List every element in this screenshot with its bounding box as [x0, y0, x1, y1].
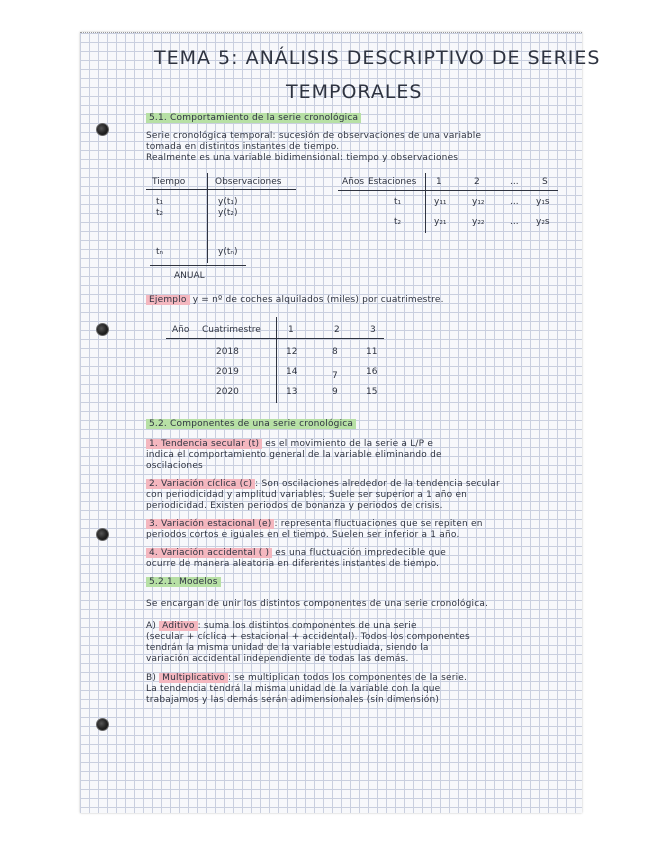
table-header: 3: [370, 325, 376, 335]
text-line: variación accidental independiente de todas las demás.: [146, 654, 409, 664]
table-header: 2: [474, 177, 480, 187]
table-cell: 2018: [216, 347, 239, 357]
table-header: Observaciones: [215, 177, 282, 187]
component-item: 4. Variación accidental ( ) es una fluctuación impredecible que: [146, 548, 446, 559]
page-title-line2: TEMPORALES: [286, 81, 423, 103]
table-cell: 13: [286, 387, 298, 397]
section-5-2-1-heading: 5.2.1. Modelos: [146, 577, 221, 588]
table-cell: 2019: [216, 367, 239, 377]
page-title-line1: TEMA 5: ANÁLISIS DESCRIPTIVO DE SERIES: [154, 47, 601, 69]
brace-rule: [150, 265, 246, 266]
table-header: 2: [334, 325, 340, 335]
table-rule: [276, 317, 277, 403]
table-cell: 2020: [216, 387, 239, 397]
table-rule: [166, 338, 384, 339]
component-label: 2. Variación cíclica (c): [146, 479, 255, 489]
table-header: ...: [510, 177, 519, 187]
table-rule: [425, 173, 426, 233]
table-rule: [146, 189, 296, 190]
example-label: Ejemplo: [146, 295, 190, 305]
table-cell: 12: [286, 347, 298, 357]
table-cell: ...: [510, 217, 519, 227]
model-multiplicative: B) Multiplicativo : se multiplican todos los componentes de la serie.: [146, 673, 468, 683]
table-cell: 8: [332, 347, 338, 357]
table-cell: ...: [510, 197, 519, 207]
table-cell: y₂₂: [472, 217, 485, 227]
text-line: tendrán la misma unidad de la variable estudiada, siendo la: [146, 643, 429, 653]
text-line: Serie cronológica temporal: sucesión de observaciones de una variable: [146, 131, 482, 141]
punch-hole: [96, 528, 109, 541]
brace-label: ANUAL: [174, 271, 205, 281]
table-header: Tiempo: [152, 177, 186, 187]
table-cell: y(tₙ): [218, 247, 238, 257]
table-cell: t₁: [394, 197, 402, 207]
table-cell: y₁s: [536, 197, 550, 207]
text-line: trabajamos y las demás serán adimensionales (sin dimensión): [146, 695, 440, 705]
text-line: Realmente es una variable bidimensional: tiempo y observaciones: [146, 153, 459, 163]
model-additive: A) Aditivo : suma los distintos componentes de una serie: [146, 621, 417, 631]
component-label: 3. Variación estacional (e): [146, 519, 274, 529]
punch-hole: [96, 718, 109, 731]
component-item: 1. Tendencia secular (t) es el movimiento de la serie a L/P e: [146, 439, 433, 450]
table-cell: y₂₁: [434, 217, 447, 227]
text-line: oscilaciones: [146, 461, 203, 471]
example-line: [146, 295, 444, 306]
table-cell: y(t₁): [218, 197, 238, 207]
table-cell: t₁: [156, 197, 164, 207]
table-cell: 7: [332, 371, 338, 381]
component-label: 1. Tendencia secular (t): [146, 439, 262, 449]
punch-hole: [96, 123, 109, 136]
notebook-page: [80, 32, 601, 813]
table-cell: 9: [332, 387, 338, 397]
table-cell: t₂: [156, 208, 164, 218]
component-label: 4. Variación accidental ( ): [146, 548, 272, 558]
table-cell: t₂: [394, 217, 402, 227]
table-header: Años: [342, 177, 365, 187]
section-5-1-heading: 5.1. Comportamiento de la serie cronológica: [146, 113, 361, 124]
text-line: (secular + cíclica + estacional + accidental). Todos los componentes: [146, 632, 470, 642]
table-header: Estaciones: [368, 177, 417, 187]
table-cell: 14: [286, 367, 298, 377]
example-text: y = nº de coches alquilados (miles) por cuatrimestre.: [192, 295, 444, 305]
text-line: periodos cortos e iguales en el tiempo. Suelen ser inferior a 1 año.: [146, 530, 460, 540]
component-item: 3. Variación estacional (e) : representa fluctuaciones que se repiten en: [146, 519, 483, 530]
table-rule: [338, 190, 558, 191]
table-cell: 11: [366, 347, 378, 357]
component-item: 2. Variación cíclica (c) : Son oscilaciones alrededor de la tendencia secular: [146, 479, 500, 490]
model-label: Aditivo: [159, 621, 197, 631]
text-line: con periodicidad y amplitud variables. Suele ser superior a 1 año en: [146, 490, 468, 500]
table-cell: y(t₂): [218, 208, 238, 218]
table-header: Cuatrimestre: [202, 325, 261, 335]
table-header: 1: [436, 177, 442, 187]
text-line: indica el comportamiento general de la variable eliminando de: [146, 450, 442, 460]
text-line: ocurre de manera aleatoria en diferentes instantes de tiempo.: [146, 559, 440, 569]
model-label: Multiplicativo: [159, 673, 228, 683]
table-cell: 16: [366, 367, 378, 377]
table-header: Año: [172, 325, 190, 335]
table-cell: y₂s: [536, 217, 550, 227]
table-cell: y₁₂: [472, 197, 485, 207]
text-line: Se encargan de unir los distintos componentes de una serie cronológica.: [146, 599, 489, 609]
text-line: periodicidad. Existen periodos de bonanza y periodos de crisis.: [146, 501, 443, 511]
section-5-2-heading: 5.2. Componentes de una serie cronológica: [146, 419, 356, 430]
text-line: La tendencia tendrá la misma unidad de la variable con la que: [146, 684, 441, 694]
text-line: tomada en distintos instantes de tiempo.: [146, 142, 340, 152]
table-header: 1: [288, 325, 294, 335]
table-header: S: [542, 177, 548, 187]
table-rule: [207, 173, 208, 263]
punch-hole: [96, 323, 109, 336]
table-cell: y₁₁: [434, 197, 447, 207]
table-cell: tₙ: [156, 247, 164, 257]
table-cell: 15: [366, 387, 378, 397]
